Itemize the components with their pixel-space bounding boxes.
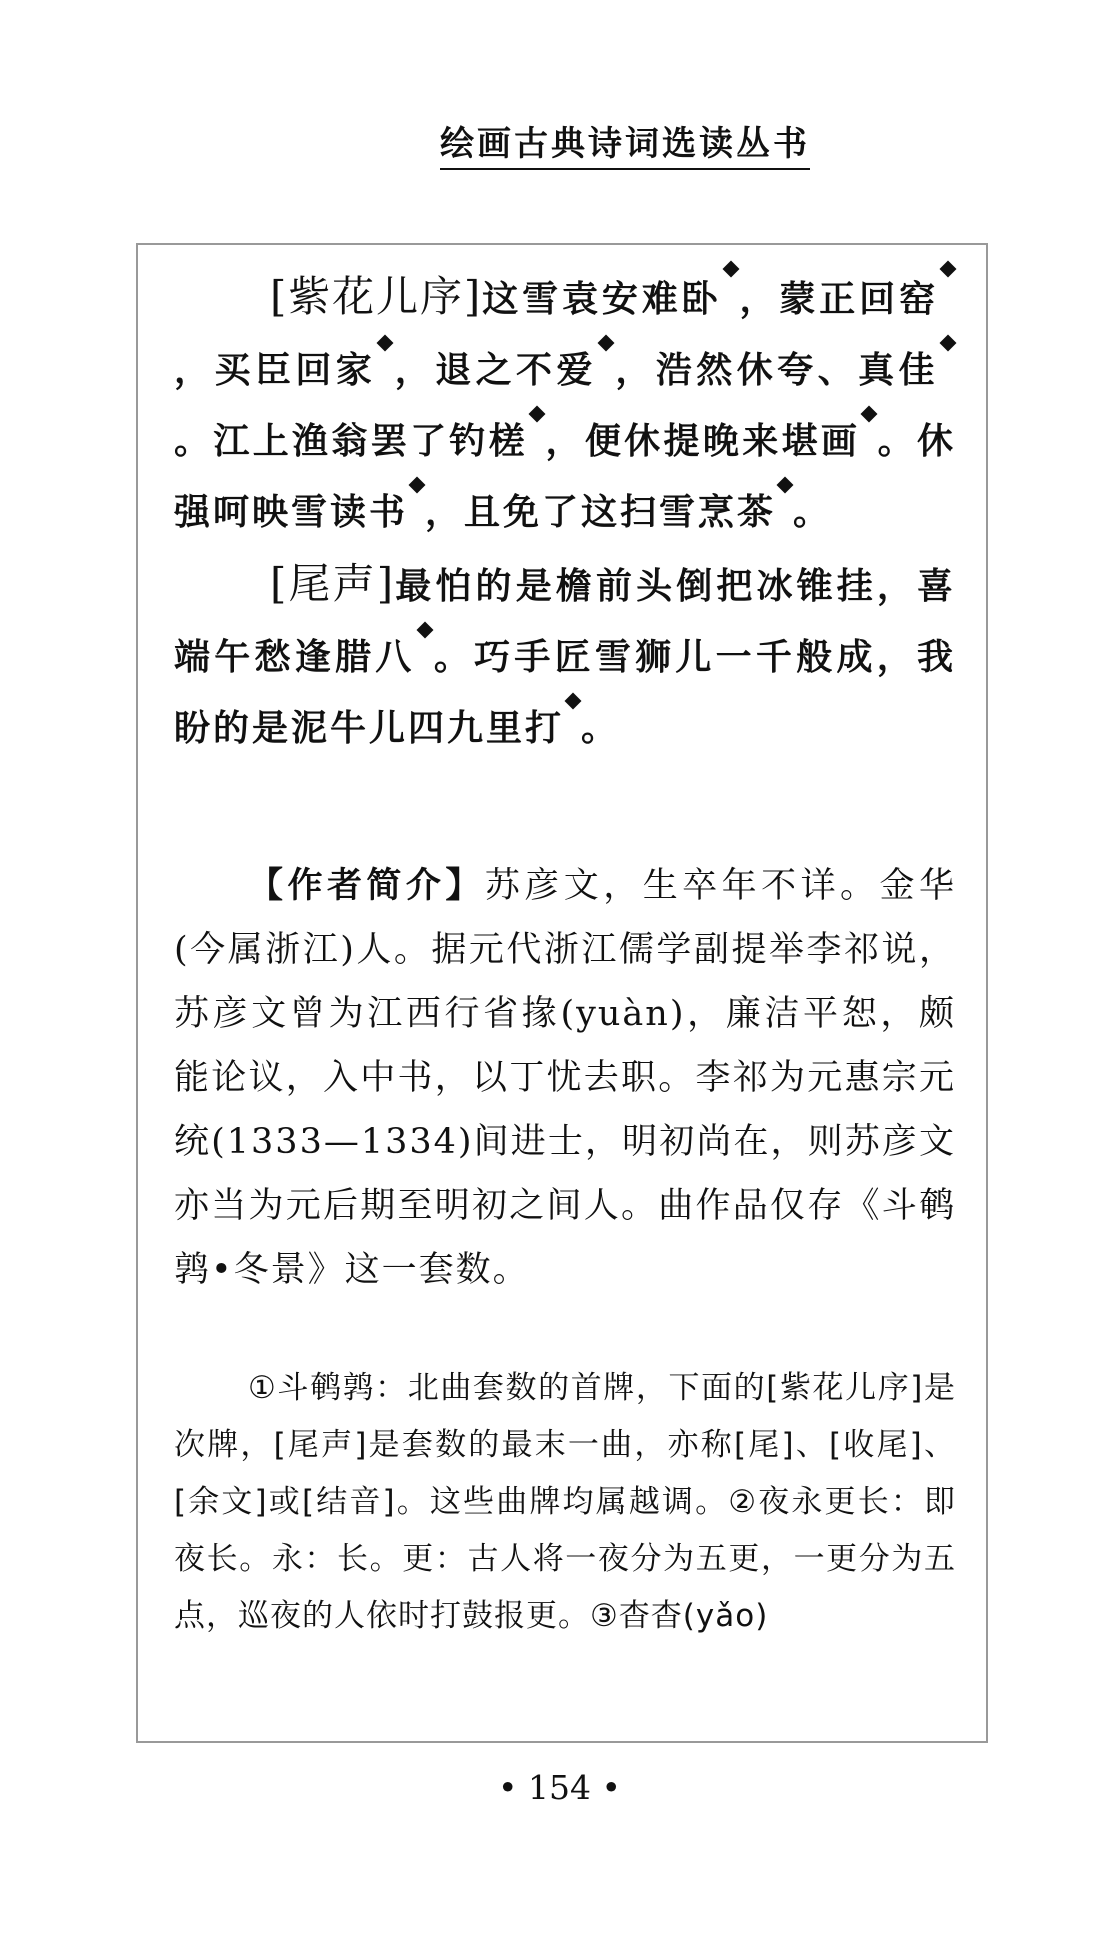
annotation-marker-icon[interactable] xyxy=(776,477,793,503)
verse-segment: ，浩然休夸、真佳 xyxy=(613,350,939,391)
verse-segment: 。 xyxy=(581,708,621,749)
annotation-marker-icon[interactable] xyxy=(408,477,425,503)
series-title: 绘画古典诗词选读丛书 xyxy=(440,116,810,170)
verse-segment: ，蒙正回窑 xyxy=(738,279,939,320)
annotation-marker-icon[interactable] xyxy=(860,406,877,432)
author-bio-text: 苏彦文，生卒年不详。金华(今属浙江)人。据元代浙江儒学副提举李祁说，苏彦文曾为江西行省掾(yuàn)，廉洁平恕，颇能论议，入中书，以丁忧去职。李祁为元惠宗元统(1333—1334)间进士，明初尚在，则苏彦文亦当为元后期至明初之间人。曲作品仅存《斗鹌鹑•冬景》这一套数。 xyxy=(174,866,956,1290)
annotation-marker-icon[interactable] xyxy=(939,261,956,287)
verse-segment: ，退之不爱 xyxy=(393,350,597,391)
verse-segment: 。休强呵映雪读书 xyxy=(174,421,956,533)
tune-name-weisheng: [尾声] xyxy=(270,559,395,608)
annotation-marker-icon[interactable] xyxy=(564,693,581,719)
annotation-marker-icon[interactable] xyxy=(722,261,739,287)
verse-segment: 。巧手匠雪狮儿一千般成，我盼的是泥牛儿四九里打 xyxy=(174,637,956,749)
author-bio-label: 【作者简介】 xyxy=(248,865,485,906)
verse-segment: 。江上渔翁罢了钓槎 xyxy=(174,421,529,462)
annotation-marker-icon[interactable] xyxy=(597,335,614,361)
verse-segment: 这雪袁安难卧 xyxy=(481,279,722,320)
verse-segment: 最怕的是檐前头倒把冰锥挂，喜端午愁逢腊八 xyxy=(174,566,956,678)
verse-stanza-2 xyxy=(174,548,956,764)
footnotes: ①斗鹌鹑：北曲套数的首牌，下面的[紫花儿序]是次牌，[尾声]是套数的最末一曲，亦称[尾]、[收尾]、[余文]或[结音]。这些曲牌均属越调。②夜永更长：即夜长。永：长。更：古人将一夜分为五更，一更分为五点，巡夜的人依时打鼓报更。③杳杳(yǎo) xyxy=(174,1370,956,1634)
page-content xyxy=(174,261,956,1645)
annotation-marker-icon[interactable] xyxy=(939,335,956,361)
annotation-marker-icon[interactable] xyxy=(528,406,545,432)
page-number: • 154 • xyxy=(498,1768,621,1807)
author-bio xyxy=(174,854,956,1302)
verse-segment: ，买臣回家 xyxy=(174,350,377,391)
annotation-marker-icon[interactable] xyxy=(416,622,433,648)
verse-segment: ，便休提晚来堪画 xyxy=(545,421,861,462)
verse-stanza-1 xyxy=(174,261,956,548)
verse-segment: ，且免了这扫雪烹茶 xyxy=(425,492,777,533)
tune-name-zihuaerxu: [紫花儿序] xyxy=(270,272,482,321)
page-frame xyxy=(136,243,988,1743)
annotation-marker-icon[interactable] xyxy=(376,335,393,361)
verse-segment: 。 xyxy=(793,492,833,533)
